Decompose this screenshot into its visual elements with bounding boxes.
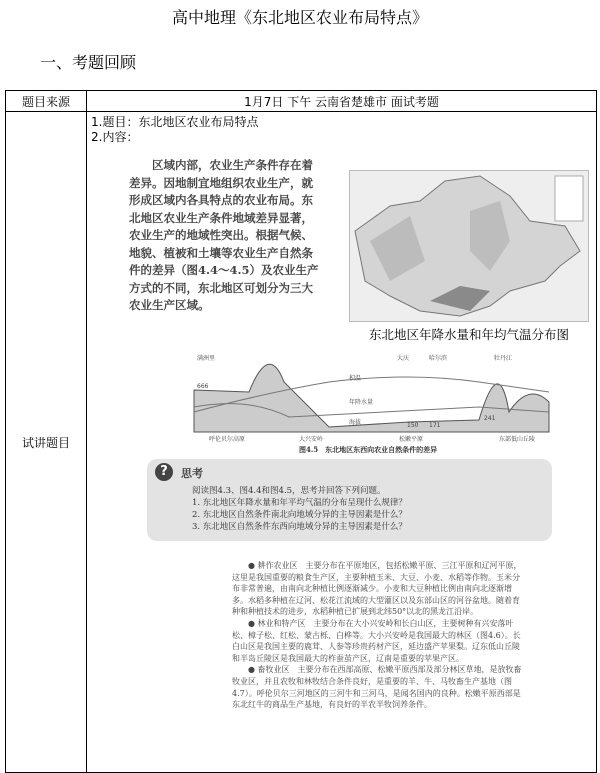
think-title: 思考: [181, 467, 203, 480]
northeast-precipitation-map: [349, 170, 589, 322]
series-label: 积温: [349, 375, 362, 382]
region-label: 东部低山丘陵: [499, 436, 536, 443]
item-title: 1.题目：东北地区农业布局特点: [91, 115, 259, 129]
east-west-profile-figure: [149, 352, 554, 452]
source-value: 1月7日 下午 云南省楚雄市 面试考题: [87, 91, 597, 112]
zones-passage: [232, 560, 522, 711]
place-label: 大庆: [397, 355, 410, 362]
place-label: 牡丹江: [494, 355, 513, 362]
profile-caption: 图4.5 东北地区东西向农业自然条件的差异: [299, 445, 438, 454]
think-question-1: 1. 东北地区年降水量和年平均气温的分布呈现什么规律？: [192, 498, 407, 508]
topic-content: [87, 112, 597, 773]
think-question-2: 2. 东北地区自然条件南北向地域分异的主导因素是什么？: [192, 510, 407, 520]
value-label: 666: [197, 383, 209, 390]
item-content: 2.内容：: [91, 130, 139, 144]
question-icon: ?: [155, 463, 173, 481]
exam-table: [5, 90, 597, 773]
topic-label: 试讲题目: [6, 112, 87, 773]
region-label: 松嫩平原: [399, 436, 424, 443]
zone-farming: ● 耕作农业区 主要分布在平原地区，包括松嫩平原、三江平原和辽河平原，这里是我国重要的粮食生产区，主要种植玉米、大豆、小麦、水稻等作物。玉米分布非常普遍，由南向北种植比例逐渐减少。小麦和大豆种植比例由南向北逐渐增多。水稻多种植在辽河、松花江流域的大型灌区以及东部山区的河谷盆地。随着育种和种植技术的进步，水稻种植已扩展到北纬50°以北的黑龙江沿岸。: [232, 561, 522, 617]
value-label: 150: [407, 422, 419, 429]
series-label: 年降水量: [349, 399, 374, 406]
place-label: 满洲里: [197, 355, 216, 362]
series-label: 海拔: [349, 419, 362, 426]
source-label: 题目来源: [6, 91, 87, 112]
think-intro: 阅读图4.3、图4.4和图4.5，思考并回答下列问题。: [192, 486, 386, 496]
zone-forestry: ● 林业和特产区 主要分布在大小兴安岭和长白山区，主要树种有兴安落叶松、樟子松、红松、蒙古栎、白桦等。大小兴安岭是我国最大的林区（图4.6）。长白山区是我国主要的鹿茸、人参等珍贵药材产区，延边盛产苹果梨。辽东低山丘陵和半岛丘陵区是我国最大的柞蚕茧产区，辽南是重要的苹果产区。: [232, 618, 521, 663]
think-box: [147, 459, 552, 541]
section-heading: 一、考题回顾: [40, 53, 137, 72]
think-question-3: 3. 东北地区自然条件东西向地域分异的主导因素是什么？: [192, 522, 407, 532]
place-label: 哈尔滨: [429, 355, 448, 362]
document-title: 高中地理《东北地区农业布局特点》: [171, 8, 428, 27]
region-label: 呼伦贝尔高原: [209, 436, 246, 443]
zone-pastoral: ● 畜牧业区 主要分布在西部高原、松嫩平原西部及部分林区草地，是放牧畜牧业区，并且农牧和林牧结合条件良好，是重要的羊、牛、马牧畜生产基地（图4.7）。呼伦贝尔三河地区的三河牛和三河马，是闻名国内的良种。松嫩平原西部是东北红牛的商品生产基地，有良好的半农半牧饲养条件。: [232, 665, 522, 710]
map-caption: 东北地区年降水量和年均气温分布图: [368, 327, 569, 342]
region-label: 大兴安岭: [299, 436, 324, 443]
value-label: 171: [429, 422, 441, 429]
value-label: 241: [484, 415, 496, 422]
textbook-passage: 区域内部，农业生产条件存在着差异。因地制宜地组织农业生产，就形成区域内各具特点的农业布局。东北地区农业生产条件地域差异显著，农业生产的地域性突出。根据气候、地貌、植被和土壤等农业生产自然条件的差异（图4.4～4.5）及农业生产方式的不同，东北地区可划分为三大农业生产区域。: [129, 158, 319, 312]
